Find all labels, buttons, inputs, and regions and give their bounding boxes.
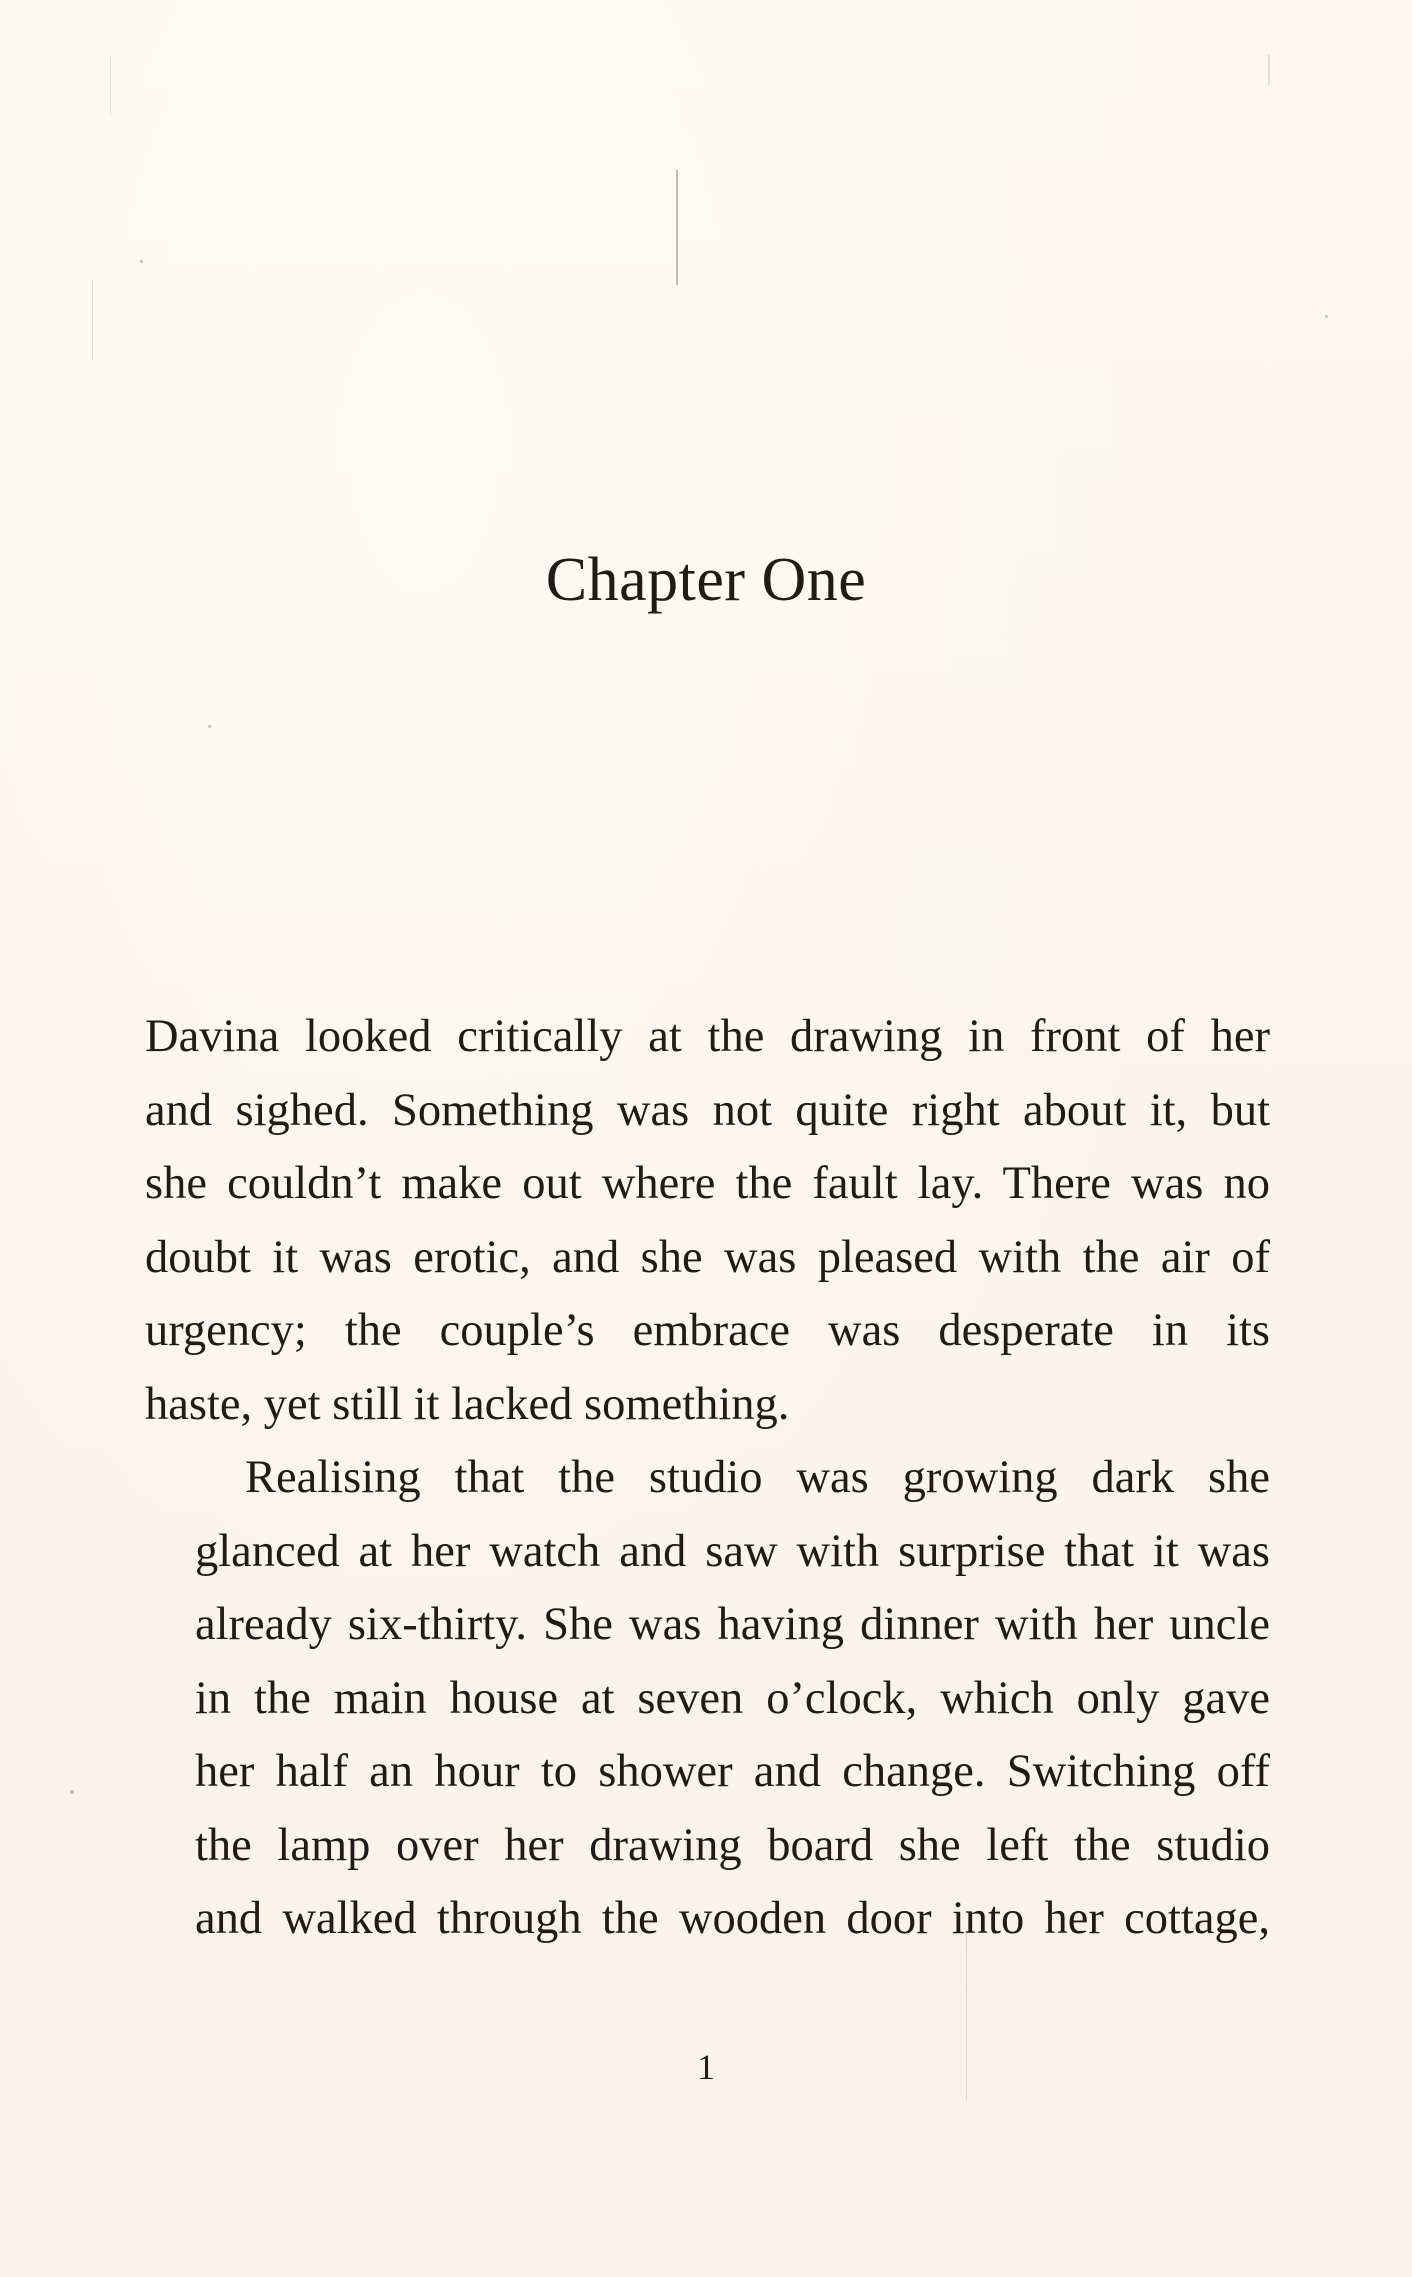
text-line: her half an hour to shower and change. Switching off [195,1746,1270,1797]
scan-mark [1268,55,1270,85]
scan-speck [208,725,211,728]
text-line: Realising that the studio was growing dark she [245,1452,1270,1503]
paragraph-1 [145,1000,1270,1441]
text-line: and walked through the wooden door into her cottage, [195,1893,1270,1944]
scan-speck [70,1790,74,1794]
paragraph-2 [145,1441,1270,1956]
text-line: urgency; the couple’s embrace was desperate in its [145,1305,1270,1356]
text-line: already six-thirty. She was having dinner with her uncle [195,1599,1270,1650]
body-text [145,1000,1270,1956]
text-line: the lamp over her drawing board she left the studio [195,1819,1270,1871]
text-line: glanced at her watch and saw with surprise that it was [195,1525,1270,1577]
text-line: haste, yet still it lacked something. [145,1378,790,1430]
scan-speck [140,260,143,263]
scan-mark [676,170,678,285]
text-line: in the main house at seven o’clock, which only gave [195,1672,1270,1724]
text-line: and sighed. Something was not quite right about it, but [145,1084,1270,1136]
chapter-title: Chapter One [545,546,867,614]
text-line: doubt it was erotic, and she was pleased with the air of [145,1231,1270,1283]
page-number: 1 [697,2047,715,2087]
scan-mark [110,55,111,115]
scan-mark [92,280,93,360]
scan-speck [1325,315,1328,318]
text-line: she couldn’t make out where the fault lay. There was no [145,1158,1270,1209]
text-line: Davina looked critically at the drawing in front of her [145,1011,1270,1062]
